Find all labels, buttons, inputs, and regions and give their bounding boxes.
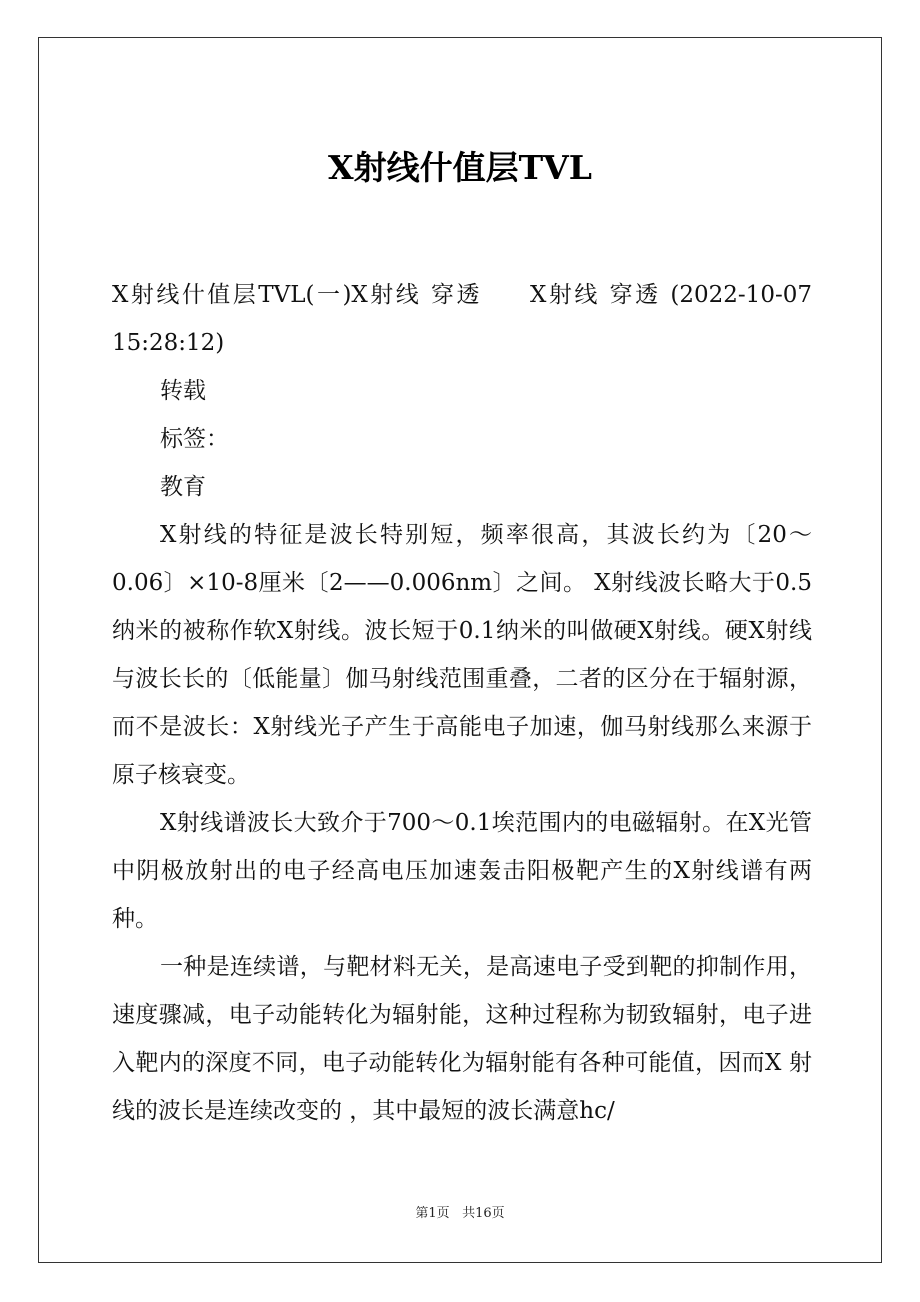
footer-total-suffix: 页 bbox=[491, 1206, 505, 1221]
paragraph-spectrum: X射线谱波长大致介于700～0.1埃范围内的电磁辐射。在X光管中阴极放射出的电子经高电压加速轰击阳极靶产生的X射线谱有两种。 bbox=[112, 810, 812, 932]
tag-value: 教育 bbox=[160, 474, 206, 500]
footer-spacer bbox=[450, 1206, 462, 1221]
document-title: X射线什值层TVL bbox=[328, 148, 592, 187]
header-line-part1: X射线什值层TVL(一)X射线 穿透 bbox=[112, 282, 483, 308]
reprint-label: 转载 bbox=[160, 378, 206, 404]
document-body bbox=[112, 271, 812, 1135]
footer-page-number: 1 bbox=[428, 1206, 437, 1221]
header-line bbox=[112, 271, 812, 367]
footer-page-prefix: 第 bbox=[415, 1206, 429, 1221]
footer-total-prefix: 共 bbox=[462, 1206, 476, 1221]
paragraph-characteristics: X射线的特征是波长特别短，频率很高，其波长约为〔20～0.06〕×10-8厘米〔2——0.006nm〕之间。 X射线波长略大于0.5纳米的被称作软X射线。波长短于0.1纳米的叫做硬X射线。硬X射线与波长长的〔低能量〕伽马射线范围重叠，二者的区分在于辐射源，而不是波长：X射线光子产生于高能电子加速，伽马射线那么来源于原子核衰变。 bbox=[112, 522, 812, 788]
header-line-part2: X射线 穿透 (2022-10-07 15:28:12) bbox=[112, 282, 812, 356]
page-footer bbox=[38, 1204, 882, 1224]
footer-total-pages: 16 bbox=[475, 1206, 492, 1221]
paragraph-continuous-spectrum: 一种是连续谱，与靶材料无关，是高速电子受到靶的抑制作用，速度骤减，电子动能转化为辐射能，这种过程称为韧致辐射，电子进入靶内的深度不同，电子动能转化为辐射能有各种可能值，因而X 射线的波长是连续改变的 ，其中最短的波长满意hc/ bbox=[112, 954, 812, 1124]
tags-label: 标签： bbox=[160, 426, 229, 452]
footer-page-suffix: 页 bbox=[436, 1206, 450, 1221]
